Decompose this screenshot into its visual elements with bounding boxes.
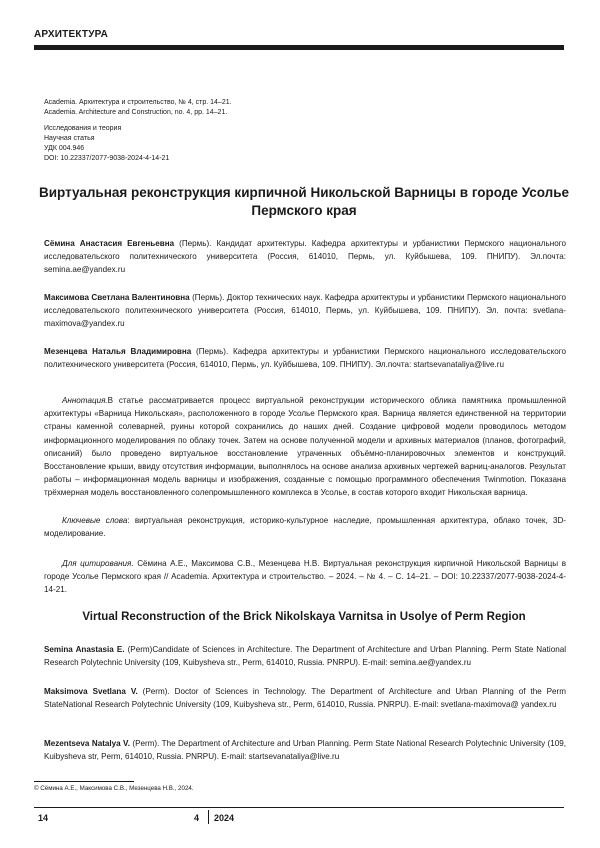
article-type: Научная статья: [44, 134, 95, 143]
author-details: (Пермь). Кафедра архитектуры и урбанистики Пермского национального исследовательского политехнического университета (Россия, 614010, Пермь, ул. Куйбышева, 109. ПНИПУ). Эл.почта: startsevanataliya@live.ru: [44, 347, 566, 369]
page-number: 14: [38, 813, 48, 823]
author-details: (Пермь). Доктор технических наук. Кафедра архитектуры и урбанистики Пермского национального исследовательского политехнического университета (Россия, 614010, Пермь, ул. Куйбышева, 109. ПНИПУ). Эл. почта: svetlana-maximova@yandex.ru: [44, 293, 566, 328]
journal-ru: Academia. Архитектура и строительство, № 4, стр. 14–21.: [44, 98, 232, 107]
author-details: (Пермь). Кандидат архитектуры. Кафедра архитектуры и урбанистики Пермского национального исследовательского политехнического университета (Россия, 614010, Пермь, ул. Куйбышева, 109. ПНИПУ). Эл.почта: semina.ae@yandex.ru: [44, 239, 566, 274]
category: Исследования и теория: [44, 124, 121, 133]
author-name: Semina Anastasia E.: [44, 645, 125, 654]
author-en-2: [44, 685, 566, 711]
author-en-1: [44, 643, 566, 669]
udk: УДК 004.946: [44, 144, 84, 153]
issue-number: 4: [194, 813, 199, 823]
keywords-label: Ключевые слова: [62, 516, 127, 525]
footnote-rule: [34, 781, 134, 782]
author-name: Mezentseva Natalya V.: [44, 739, 130, 748]
header-rule: [34, 45, 564, 50]
abstract: [44, 394, 566, 500]
section-label: АРХИТЕКТУРА: [34, 29, 108, 40]
copyright-footnote: © Сёмина А.Е., Максимова С.В., Мезенцева Н.В., 2024.: [34, 785, 194, 792]
author-name: Мезенцева Наталья Владимировна: [44, 347, 191, 356]
doi: DOI: 10.22337/2077-9038-2024-4-14-21: [44, 154, 169, 163]
author-ru-1: [44, 237, 566, 277]
title-en: Virtual Reconstruction of the Brick Nikolskaya Varnitsa in Usolye of Perm Region: [34, 611, 574, 623]
author-details: (Perm). The Department of Architecture and Urban Planning. Perm State National Research Polytechnic University (109, Kuibysheva str, Perm, 614010, Russia. PNRPU). E-mail: startsevanataliya@live.ru: [44, 739, 566, 761]
author-details: (Perm)Candidate of Sciences in Architecture. The Department of Architecture and Urban Planning. Perm State National Research Polytechnic University (109, Kuibysheva str., Perm, 614010, Russia. PNRPU). E-mail: semina.ae@yandex.ru: [44, 645, 566, 667]
author-en-3: [44, 737, 566, 763]
citation-label: Для цитирования: [62, 559, 131, 568]
author-ru-2: [44, 291, 566, 331]
author-details: (Perm). Doctor of Sciences in Technology. The Department of Architecture and Urban Planning of the Perm StateNational Research Polytechnic University (109, Kuibysheva str., Perm, 614010, Russia. PNRPU). E-mail: svetlana-maximova@ yandex.ru: [44, 687, 566, 709]
author-name: Максимова Светлана Валентиновна: [44, 293, 190, 302]
author-name: Maksimova Svetlana V.: [44, 687, 138, 696]
title-ru: Виртуальная реконструкция кирпичной Никольской Варницы в городе Усолье Пермского края: [34, 184, 574, 219]
keywords-text: : виртуальная реконструкция, историко-культурное наследие, промышленная архитектура, облако точек, 3D-моделирование.: [44, 516, 566, 538]
abstract-text: В статье рассматривается процесс виртуальной реконструкции исторического облика памятника промышленной архитектуры «Варница Никольская», расположенного в городе Усолье Пермского края. Варница является единственной на территории страны каменной солеварней, руины которой сохранились до наших дней. Создание цифровой модели проводилось методом информационного моделирования по облаку точек. Затем на основе полученной модели и архивных материалов (планов, фотографий, описаний) было проведено виртуальное восстановление утраченных объёмно-планировочных элементов и конструкций. Восстановление крыши, ввиду отсутствия информации, выполнялось на основе анализа архивных чертежей варниц-аналогов. Результат работы – информационная модель варницы и изображения, созданные с помощью программного обеспечения Twinmotion. Показана трёхмерная модель восстановленного солепромышленного комплекса в Усолье, в состав которого входит Никольская варница.: [44, 396, 566, 497]
keywords: [44, 514, 566, 540]
citation: [44, 557, 566, 597]
journal-en: Academia. Architecture and Construction, no. 4, pp. 14–21.: [44, 108, 227, 117]
citation-text: . Сёмина А.Е., Максимова С.В., Мезенцева Н.В. Виртуальная реконструкция кирпичной Никольской Варницы в городе Усолье Пермского края // Academia. Архитектура и строительство. – 2024. – № 4. – С. 14–21. – DOI: 10.22337/2077-9038-2024-4-14-21.: [44, 559, 566, 594]
author-name: Сёмина Анастасия Евгеньевна: [44, 239, 174, 248]
abstract-label: Аннотация.: [62, 396, 108, 405]
issue-year: 2024: [214, 813, 234, 823]
author-ru-3: [44, 345, 566, 371]
footer-rule: [34, 807, 564, 808]
footer-separator: [208, 810, 209, 824]
